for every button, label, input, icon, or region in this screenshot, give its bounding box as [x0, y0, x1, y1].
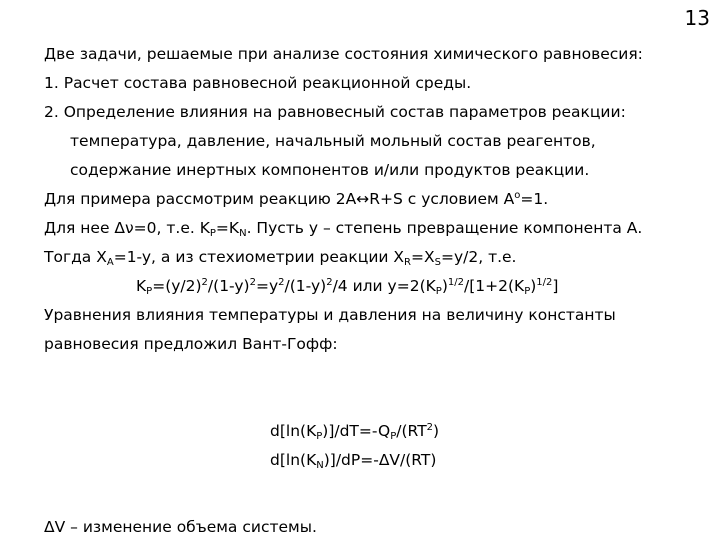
- text-run: Тогда X: [44, 248, 107, 266]
- subscript: P: [316, 431, 323, 442]
- equilibrium-arrow-symbol: ↔: [356, 190, 370, 208]
- delta-symbol: Δ: [44, 518, 55, 536]
- text-run: ): [530, 277, 537, 295]
- text-run: =(y/2): [152, 277, 202, 295]
- text-run: )]/dP=-: [323, 451, 379, 469]
- subscript: P: [146, 286, 153, 297]
- subscript: P: [524, 286, 531, 297]
- delta-nu-line: [44, 214, 694, 243]
- kp-formula-line: [44, 272, 694, 301]
- superscript: 2: [326, 277, 333, 288]
- subscript: N: [239, 228, 247, 239]
- vant-hoff-line-1: Уравнения влияния температуры и давления на величину константы: [44, 306, 616, 324]
- text-run: ν=0, т.е. K: [125, 219, 210, 237]
- subscript: N: [316, 460, 324, 471]
- text-run: =1.: [520, 190, 549, 208]
- task-2-continuation-1: температура, давление, начальный мольный состав реагентов,: [70, 132, 596, 150]
- task-2-line: 2. Определение влияния на равновесный состав параметров реакции:: [44, 103, 626, 121]
- text-run: /(1-y): [207, 277, 250, 295]
- text-run: R+S с условием A: [369, 190, 515, 208]
- subscript: A: [106, 257, 114, 268]
- delta-symbol: Δ: [378, 451, 390, 469]
- superscript: 2: [201, 277, 208, 288]
- text-run: /(RT: [396, 422, 427, 440]
- temperature-equation: [44, 417, 694, 446]
- slide-body: [44, 40, 694, 542]
- text-run: =1-y, а из стехиометрии реакции X: [113, 248, 405, 266]
- superscript: 2: [249, 277, 256, 288]
- superscript: 1/2: [447, 277, 464, 288]
- superscript: 2: [426, 422, 434, 433]
- text-run: . Пусть y – степень превращение компонента А.: [246, 219, 643, 237]
- pressure-equation: [44, 446, 694, 475]
- subscript: R: [404, 257, 411, 268]
- superscript: 2: [278, 277, 285, 288]
- text-run: =K: [215, 219, 240, 237]
- text-run: V/(RT): [389, 451, 437, 469]
- text-run: =y: [255, 277, 279, 295]
- text-run: d[ln(K: [270, 422, 317, 440]
- spacer: [44, 359, 694, 417]
- volume-change-line: [44, 513, 694, 542]
- text-run: ): [433, 422, 440, 440]
- text-run: /4 или y=2(K: [332, 277, 436, 295]
- delta-symbol: Δ: [114, 219, 126, 237]
- text-run: )]/dT=-Q: [322, 422, 391, 440]
- text-run: V – изменение объема системы.: [54, 518, 317, 536]
- text-run: =y/2, т.е.: [440, 248, 517, 266]
- superscript: o: [514, 190, 521, 201]
- task-1-line: 1. Расчет состава равновесной реакционной среды.: [44, 74, 472, 92]
- stoichiometry-line: [44, 243, 694, 272]
- text-run: ): [441, 277, 448, 295]
- superscript: 1/2: [536, 277, 553, 288]
- text-run: K: [136, 277, 147, 295]
- vant-hoff-line-2: равновесия предложил Вант-Гофф:: [44, 335, 338, 353]
- subscript: P: [209, 228, 216, 239]
- example-reaction-line: [44, 185, 694, 214]
- spacer: [44, 475, 694, 513]
- text-run: Для примера рассмотрим реакцию 2A: [44, 190, 357, 208]
- text-run: =X: [411, 248, 435, 266]
- subscript: P: [390, 431, 397, 442]
- page-number: 13: [684, 6, 710, 30]
- text-run: Для нее: [44, 219, 115, 237]
- intro-line: Две задачи, решаемые при анализе состояния химического равновесия:: [44, 45, 643, 63]
- text-run: /[1+2(K: [463, 277, 525, 295]
- text-run: d[ln(K: [270, 451, 317, 469]
- text-run: /(1-y): [284, 277, 327, 295]
- subscript: S: [434, 257, 441, 268]
- text-run: ]: [552, 277, 559, 295]
- subscript: P: [435, 286, 442, 297]
- task-2-continuation-2: содержание инертных компонентов и/или продуктов реакции.: [70, 161, 590, 179]
